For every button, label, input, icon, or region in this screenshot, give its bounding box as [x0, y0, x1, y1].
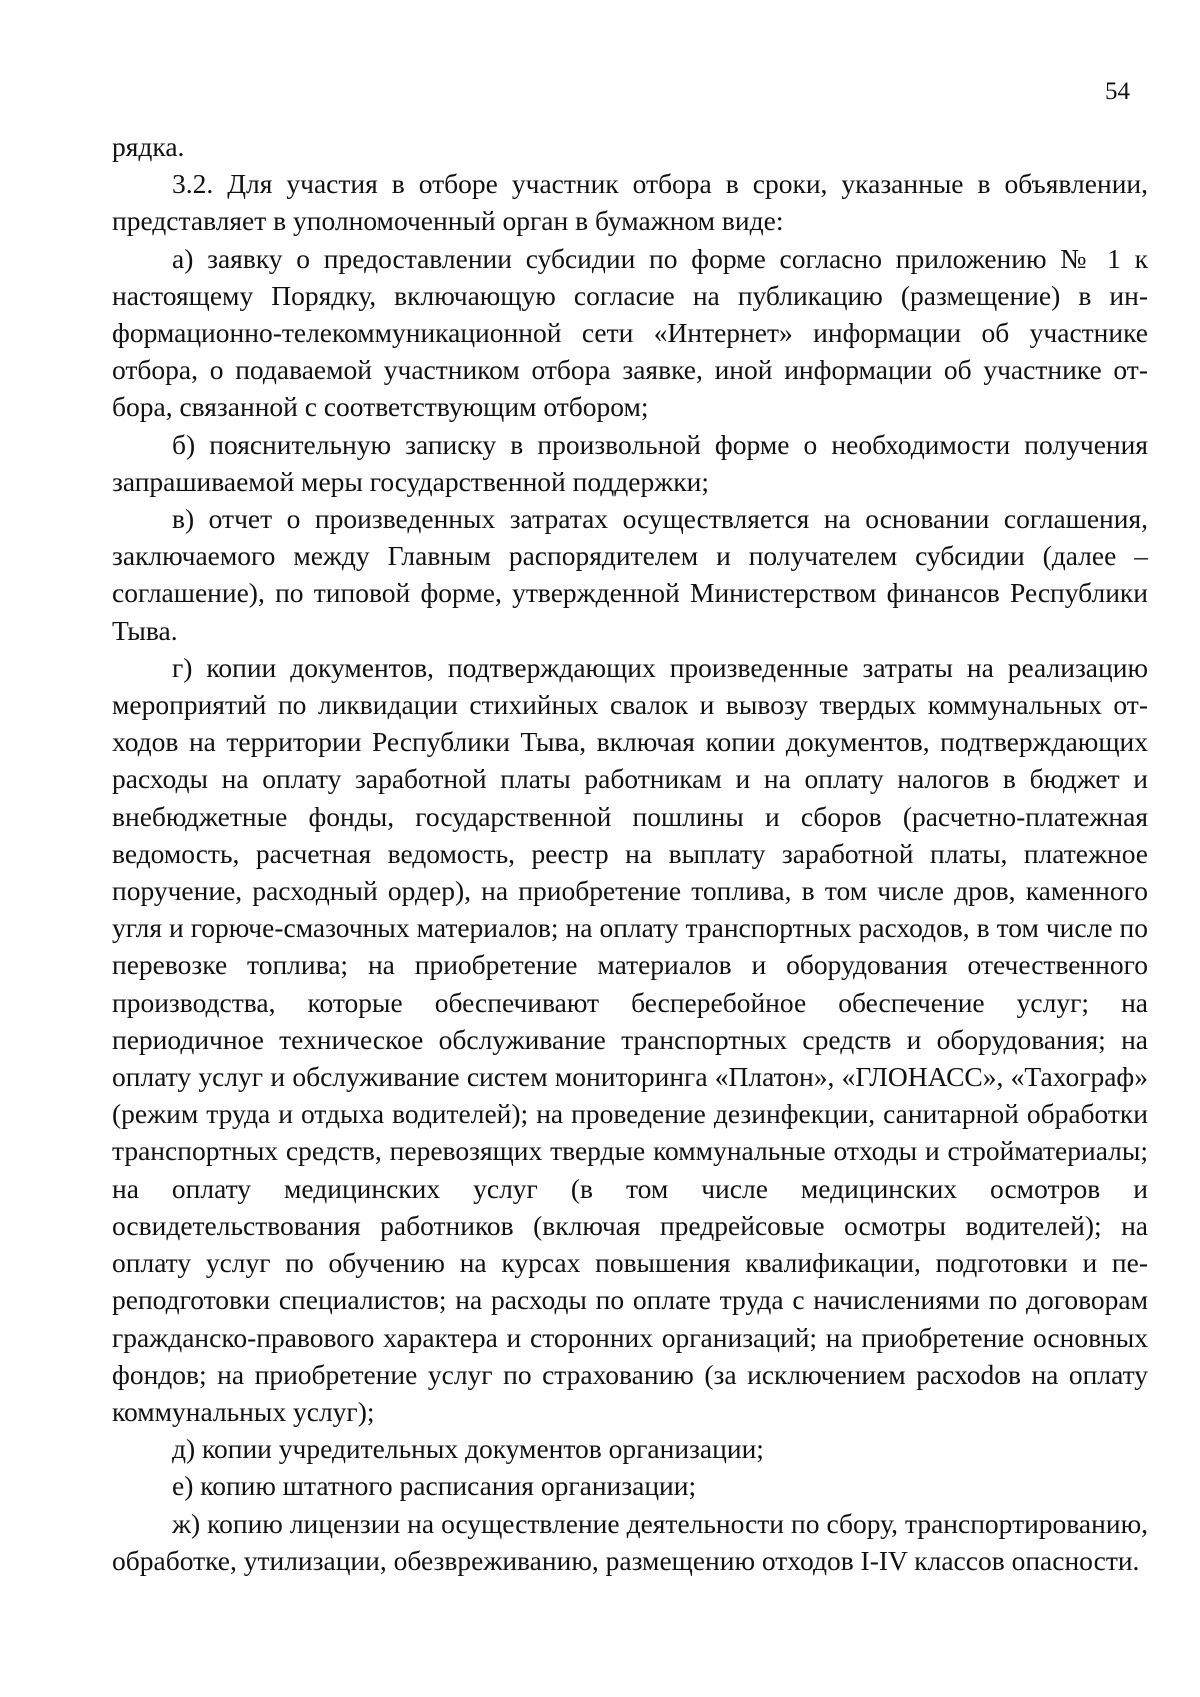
list-item-g: г) копии документов, подтверждающих произведенные затраты на реализацию мероприятий по ликвидации стихийных свалок и вывозу твердых коммунальных отходов на территории Республики Тыва, включая копии документов, подтверждающих расходы на оплату заработной платы работникам и на оплату налогов в бюджет и внебюджетные фонды, государственной пошлины и сборов (расчетно-платежная ведомость, расчетная ведомость, реестр на выплату заработной платы, платежное поручение, расходный ордер), на приобретение топлива, в том числе дров, каменного угля и горюче-смазочных материалов; на оплату транспортных расходов, в том числе по перевозке топлива; на приобретение материалов и оборудования отечественного производства, которые обеспечивают бесперебойное обеспечение услуг; на периодичное техническое обслуживание транспортных средств и оборудования; на оплату услуг и обслуживание систем мониторинга «Платон», «ГЛОНАСС», «Тахограф» (режим труда и отдыха водителей); на проведение дезинфекции, санитарной обработки транспортных средств, перевозящих твердые коммунальные отходы и стройматериалы; на оплату медицинских услуг (в том числе медицинских осмотров и освидетельствования работников (включая предрейсовые осмотры водителей); на оплату услуг по обучению на курсах повышения квалификации, подготовки и переподготовки специалистов; на расходы по оплате труда с начислениями по договорам гражданско-правового характера и сторонних организаций; на приобретение основных фондов; на приобретение услуг по страхованию (за исключением расхоdов на оплату коммунальных услуг); — [112, 651, 1148, 1427]
list-item-d: д) копии учредительных документов организации; — [172, 1433, 764, 1465]
document-body — [112, 128, 1148, 1579]
list-item-v: в) отчет о произведенных затратах осуществляется на основании соглашения, заключаемого между Главным распорядителем и получателем субсидии (далее – соглашение), по типовой форме, утвержденной Министерством финансов Республики Тыва. — [112, 503, 1148, 646]
list-item-a: а) заявку о предоставлении субсидии по форме согласно приложению № 1 к настоящему Порядку, включающую согласие на публикацию (размещение) в информационно-телекоммуникационной сети «Интернет» информации об участнике отбора, о подаваемой участником отбора заявке, иной информации об участнике отбора, связанной с соответствующим отбором; — [112, 242, 1148, 423]
list-item-b: б) пояснительную записку в произвольной форме о необходимости получения запрашиваемой меры государственной поддержки; — [112, 428, 1148, 497]
paragraph-continuation: рядка. — [112, 131, 185, 162]
paragraph-3-2: 3.2. Для участия в отборе участник отбора в сроки, указанные в объявлении, представляет в уполномоченный орган в бумажном виде: — [112, 168, 1148, 237]
page-number: 54 — [1105, 78, 1130, 105]
list-item-e: е) копию штатного расписания организации; — [172, 1470, 697, 1502]
list-item-zh: ж) копию лицензии на осуществление деятельности по сбору, транспортированию, обработке, утилизации, обезвреживанию, размещению отходов I-IV классов опасности. — [112, 1507, 1148, 1576]
